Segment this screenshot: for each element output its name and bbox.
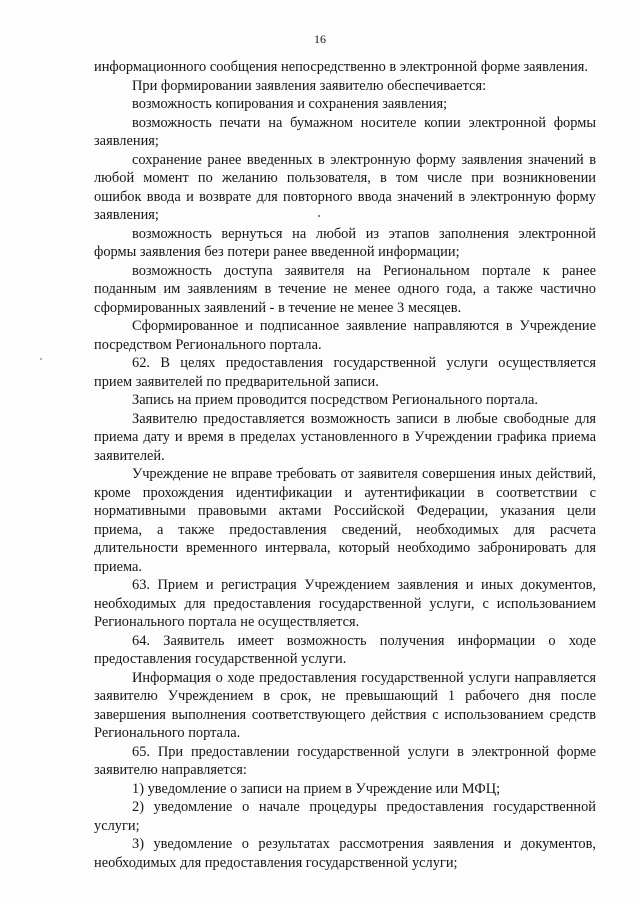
scan-speck — [318, 215, 320, 217]
paragraph: Информация о ходе предоставления государственной услуги направляется заявителю Учреждением в срок, не превышающий 1 рабочего дня после завершения выполнения соответствующего действия с использованием средств Регионального портала. — [94, 669, 596, 741]
document-body — [94, 58, 596, 872]
paragraph: Учреждение не вправе требовать от заявителя совершения иных действий, кроме прохождения идентификации и аутентификации в соответствии с нормативными правовыми актами Российской Федерации, указания цели приема, а также предоставления сведений, необходимых для расчета длительности временного интервала, который необходимо забронировать для приема. — [94, 466, 596, 575]
paragraph: 2) уведомление о начале процедуры предоставления государственной услуги; — [94, 799, 596, 834]
paragraph: Сформированное и подписанное заявление направляются в Учреждение посредством Регионального портала. — [94, 318, 596, 353]
paragraph: 64. Заявитель имеет возможность получения информации о ходе предоставления государственной услуги. — [94, 632, 596, 667]
paragraph: возможность печати на бумажном носителе копии электронной формы заявления; — [94, 114, 596, 149]
paragraph: возможность вернуться на любой из этапов заполнения электронной формы заявления без потери ранее введенной информации; — [94, 225, 596, 260]
paragraph: возможность копирования и сохранения заявления; — [132, 96, 448, 112]
paragraph: сохранение ранее введенных в электронную форму заявления значений в любой момент по желанию пользователя, в том числе при возникновении ошибок ввода и возврате для повторного ввода значений в электронную форму заявления; — [94, 151, 596, 223]
paragraph: При формировании заявления заявителю обеспечивается: — [132, 77, 487, 94]
paragraph: информационного сообщения непосредственно в электронной форме заявления. — [94, 59, 588, 75]
paragraph: 65. При предоставлении государственной услуги в электронной форме заявителю направляется: — [94, 743, 596, 778]
paragraph: 62. В целях предоставления государственной услуги осуществляется прием заявителей по предварительной записи. — [94, 355, 596, 390]
paragraph: Запись на прием проводится посредством Регионального портала. — [132, 392, 538, 408]
page-number: 16 — [314, 32, 326, 46]
paragraph: 3) уведомление о результатах рассмотрения заявления и документов, необходимых для предоставления государственной услуги; — [94, 836, 596, 871]
paragraph: 1) уведомление о записи на прием в Учреждение или МФЦ; — [132, 780, 501, 797]
paragraph: возможность доступа заявителя на Региональном портале к ранее поданным им заявлениям в течение не менее одного года, а также частично сформированных заявлений - в течение не менее 3 месяцев. — [94, 262, 596, 316]
paragraph: Заявителю предоставляется возможность записи в любые свободные для приема дату и время в пределах установленного в Учреждении графика приема заявителей. — [94, 410, 596, 464]
scan-speck — [40, 358, 42, 360]
paragraph: 63. Прием и регистрация Учреждением заявления и иных документов, необходимых для предоставления государственной услуги, с использованием Регионального портала не осуществляется. — [94, 577, 596, 630]
